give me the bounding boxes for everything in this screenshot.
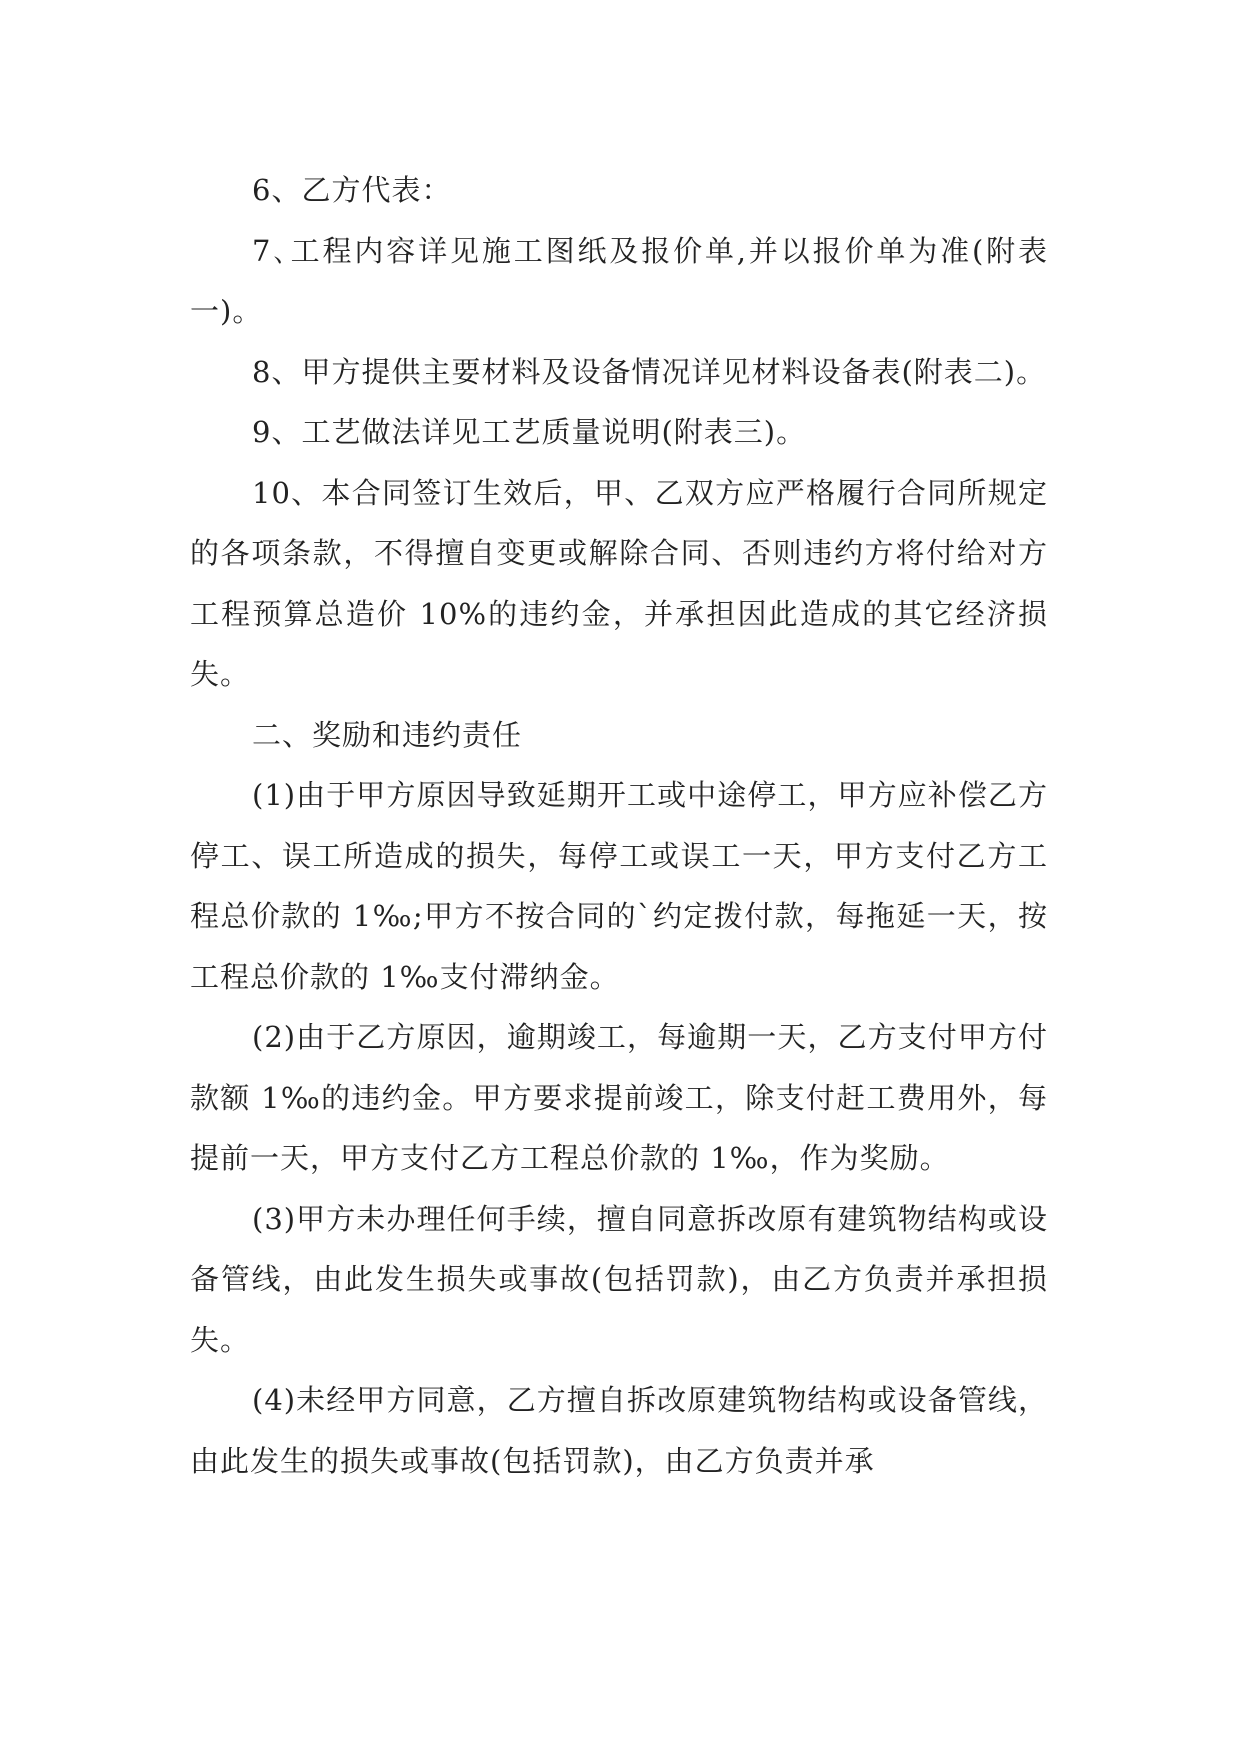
clause-10-effectiveness: 10、本合同签订生效后，甲、乙双方应严格履行合同所规定的各项条款，不得擅自变更或解除合同、否则违约方将付给对方工程预算总造价 10%的违约金，并承担因此造成的其它经济损失。: [190, 475, 1048, 691]
section-heading-rewards-liability: 二、奖励和违约责任: [252, 717, 523, 752]
clause-8-materials: 8、甲方提供主要材料及设备情况详见材料设备表(附表二)。: [252, 354, 1047, 389]
clause-7-project-content: 7､工程内容详见施工图纸及报价单,并以报价单为准(附表一)。: [190, 233, 1048, 328]
contract-text: [190, 160, 1048, 1491]
liability-item-3: (3)甲方未办理任何手续，擅自同意拆改原有建筑物结构或设备管线，由此发生损失或事故(包括罚款)，由乙方负责并承担损失。: [190, 1201, 1048, 1357]
liability-item-2: (2)由于乙方原因，逾期竣工，每逾期一天，乙方支付甲方付款额 1‰的违约金。甲方要求提前竣工，除支付赶工费用外，每提前一天，甲方支付乙方工程总价款的 1‰，作为奖励。: [190, 1020, 1048, 1175]
clause-9-craft: 9、工艺做法详见工艺质量说明(附表三)。: [252, 415, 807, 449]
clause-6-representative: 6、乙方代表：: [252, 173, 452, 207]
liability-item-4: (4)未经甲方同意，乙方擅自拆改原建筑物结构或设备管线，由此发生的损失或事故(包括罚款)，由乙方负责并承: [190, 1383, 1048, 1478]
liability-item-1: (1)由于甲方原因导致延期开工或中途停工，甲方应补偿乙方停工、误工所造成的损失，每停工或误工一天，甲方支付乙方工程总价款的 1‰;甲方不按合同的`约定拨付款，每拖延一天，按工程总价款的 1‰支付滞纳金。: [190, 778, 1048, 994]
